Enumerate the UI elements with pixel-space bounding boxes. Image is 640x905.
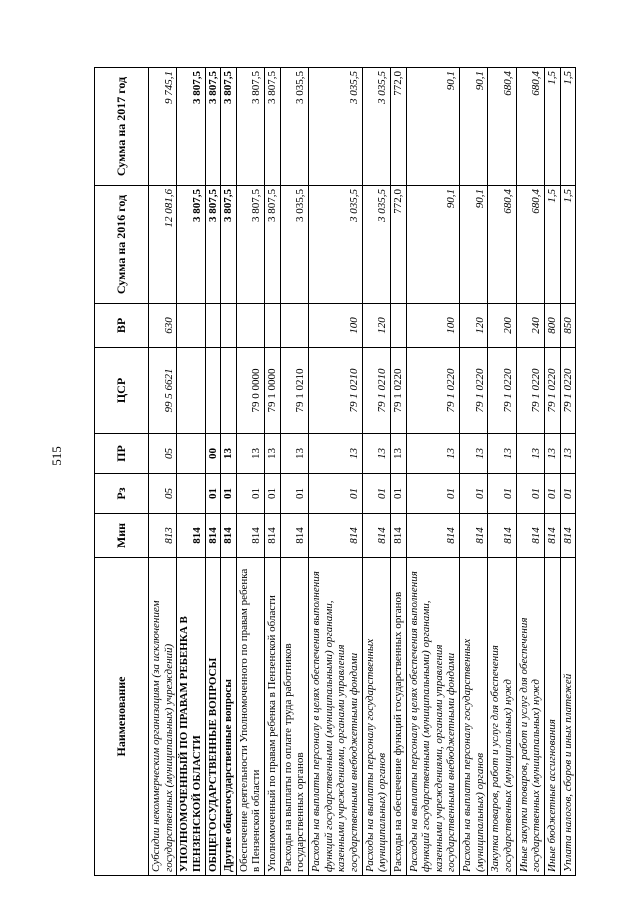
cell-pr: 05: [149, 434, 177, 474]
cell-pr: 13: [265, 434, 281, 474]
cell-sum2016: 1,5: [560, 186, 576, 304]
cell-name: Расходы на выплаты персоналу государственных (муниципальных) органов: [460, 558, 488, 876]
cell-rz: 01: [390, 474, 406, 514]
cell-pr: 13: [488, 434, 516, 474]
cell-min: 814: [544, 514, 560, 558]
header-pr: ПР: [95, 434, 149, 474]
header-sum-2016: Сумма на 2016 год: [95, 186, 149, 304]
cell-csr: [177, 348, 205, 434]
cell-rz: 05: [149, 474, 177, 514]
cell-rz: 01: [544, 474, 560, 514]
cell-min: 814: [516, 514, 544, 558]
cell-sum2017: 3 807,5: [236, 68, 264, 186]
cell-pr: 13: [460, 434, 488, 474]
cell-rz: 01: [221, 474, 237, 514]
cell-sum2016: 90,1: [460, 186, 488, 304]
cell-sum2016: 3 807,5: [265, 186, 281, 304]
cell-sum2016: 3 807,5: [205, 186, 221, 304]
table-row: [221, 68, 237, 876]
cell-vr: 100: [406, 304, 460, 348]
cell-sum2017: 3 035,5: [280, 68, 308, 186]
header-min: Мин: [95, 514, 149, 558]
cell-min: 814: [488, 514, 516, 558]
cell-rz: 01: [460, 474, 488, 514]
table-row: [149, 68, 177, 876]
page-number: 515: [49, 446, 64, 466]
cell-sum2016: 3 807,5: [177, 186, 205, 304]
table-row: [390, 68, 406, 876]
cell-sum2016: 3 035,5: [280, 186, 308, 304]
cell-sum2017: 3 035,5: [362, 68, 390, 186]
cell-sum2016: 772,0: [390, 186, 406, 304]
table-row: [236, 68, 264, 876]
cell-pr: [177, 434, 205, 474]
table-row: [309, 68, 363, 876]
cell-rz: 01: [205, 474, 221, 514]
cell-sum2017: 772,0: [390, 68, 406, 186]
cell-name: УПОЛНОМОЧЕННЫЙ ПО ПРАВАМ РЕБЕНКА В ПЕНЗЕНСКОЙ ОБЛАСТИ: [177, 558, 205, 876]
cell-sum2017: 680,4: [488, 68, 516, 186]
cell-min: 814: [362, 514, 390, 558]
cell-min: 814: [560, 514, 576, 558]
cell-pr: 13: [560, 434, 576, 474]
cell-name: Обеспечение деятельности Уполномоченного по правам ребенка в Пензенской области: [236, 558, 264, 876]
cell-name: ОБЩЕГОСУДАРСТВЕННЫЕ ВОПРОСЫ: [205, 558, 221, 876]
header-name: Наименование: [95, 558, 149, 876]
cell-name: Расходы на выплаты персоналу в целях обеспечения выполнения функций государственными (муниципальными) органами, казенными учреждениями, органами управления государственными внебюджетными фондами: [406, 558, 460, 876]
header-sum-2017: Сумма на 2017 год: [95, 68, 149, 186]
cell-pr: 13: [390, 434, 406, 474]
table-row: [362, 68, 390, 876]
cell-vr: 120: [362, 304, 390, 348]
cell-rz: 01: [560, 474, 576, 514]
cell-sum2017: 1,5: [544, 68, 560, 186]
cell-sum2016: 3 035,5: [309, 186, 363, 304]
table-row: [516, 68, 544, 876]
cell-pr: 00: [205, 434, 221, 474]
cell-pr: 13: [544, 434, 560, 474]
cell-vr: [236, 304, 264, 348]
cell-rz: 01: [362, 474, 390, 514]
cell-vr: 630: [149, 304, 177, 348]
cell-min: 813: [149, 514, 177, 558]
cell-sum2016: 12 081,6: [149, 186, 177, 304]
cell-csr: 79 1 0220: [406, 348, 460, 434]
cell-min: 814: [309, 514, 363, 558]
header-vr: ВР: [95, 304, 149, 348]
cell-csr: 79 1 0220: [390, 348, 406, 434]
cell-sum2017: 90,1: [406, 68, 460, 186]
table-row: [544, 68, 560, 876]
cell-csr: 79 1 0220: [560, 348, 576, 434]
cell-vr: 100: [309, 304, 363, 348]
cell-vr: [221, 304, 237, 348]
cell-min: 814: [205, 514, 221, 558]
cell-csr: 79 1 0220: [544, 348, 560, 434]
table-row: [177, 68, 205, 876]
cell-sum2016: 1,5: [544, 186, 560, 304]
cell-sum2016: 680,4: [516, 186, 544, 304]
cell-csr: 79 1 0210: [362, 348, 390, 434]
cell-csr: [221, 348, 237, 434]
cell-vr: [390, 304, 406, 348]
cell-csr: 79 1 0220: [460, 348, 488, 434]
cell-min: 814: [236, 514, 264, 558]
cell-csr: 99 5 6621: [149, 348, 177, 434]
budget-table: [94, 67, 576, 876]
cell-name: Расходы на выплаты персоналу в целях обеспечения выполнения функций государственными (муниципальными) органами, казенными учреждениями, органами управления государственными внебюджетными фондами: [309, 558, 363, 876]
cell-csr: 79 0 0000: [236, 348, 264, 434]
cell-name: Расходы на выплаты по оплате труда работников государственных органов: [280, 558, 308, 876]
cell-sum2016: 90,1: [406, 186, 460, 304]
cell-sum2017: 3 035,5: [309, 68, 363, 186]
cell-sum2017: 1,5: [560, 68, 576, 186]
cell-name: Другие общегосударственные вопросы: [221, 558, 237, 876]
cell-vr: [177, 304, 205, 348]
cell-pr: 13: [309, 434, 363, 474]
cell-name: Уплата налогов, сборов и иных платежей: [560, 558, 576, 876]
cell-min: 814: [221, 514, 237, 558]
cell-pr: 13: [280, 434, 308, 474]
cell-vr: 850: [560, 304, 576, 348]
cell-pr: 13: [362, 434, 390, 474]
cell-vr: 800: [544, 304, 560, 348]
cell-csr: 79 1 0210: [309, 348, 363, 434]
cell-rz: 01: [280, 474, 308, 514]
table-row: [406, 68, 460, 876]
cell-csr: 79 1 0210: [280, 348, 308, 434]
cell-pr: 13: [516, 434, 544, 474]
table-header-row: [95, 68, 149, 876]
cell-vr: 120: [460, 304, 488, 348]
cell-csr: 79 1 0220: [516, 348, 544, 434]
header-rz: Рз: [95, 474, 149, 514]
cell-sum2017: 3 807,5: [205, 68, 221, 186]
cell-vr: 200: [488, 304, 516, 348]
cell-pr: 13: [236, 434, 264, 474]
cell-rz: 01: [309, 474, 363, 514]
table-body: [149, 68, 576, 876]
cell-csr: 79 1 0220: [488, 348, 516, 434]
cell-name: Иные бюджетные ассигнования: [544, 558, 560, 876]
cell-pr: 13: [406, 434, 460, 474]
table-row: [280, 68, 308, 876]
cell-sum2017: 680,4: [516, 68, 544, 186]
cell-min: 814: [390, 514, 406, 558]
cell-rz: 01: [236, 474, 264, 514]
cell-rz: 01: [406, 474, 460, 514]
header-csr: ЦСР: [95, 348, 149, 434]
cell-name: Расходы на обеспечение функций государственных органов: [390, 558, 406, 876]
cell-sum2017: 3 807,5: [177, 68, 205, 186]
cell-name: Закупка товаров, работ и услуг для обеспечения государственных (муниципальных) нужд: [488, 558, 516, 876]
table-row: [560, 68, 576, 876]
cell-vr: [265, 304, 281, 348]
table-row: [460, 68, 488, 876]
table-row: [205, 68, 221, 876]
cell-min: 814: [265, 514, 281, 558]
cell-pr: 13: [221, 434, 237, 474]
cell-min: 814: [177, 514, 205, 558]
cell-rz: 01: [488, 474, 516, 514]
cell-sum2016: 3 035,5: [362, 186, 390, 304]
cell-csr: 79 1 0000: [265, 348, 281, 434]
cell-vr: [280, 304, 308, 348]
cell-rz: 01: [265, 474, 281, 514]
cell-name: Уполномоченный по правам ребенка в Пензенской области: [265, 558, 281, 876]
rotated-page-content: [94, 68, 575, 876]
cell-vr: [205, 304, 221, 348]
cell-name: Иные закупки товаров, работ и услуг для обеспечения государственных (муниципальных) нужд: [516, 558, 544, 876]
cell-rz: [177, 474, 205, 514]
cell-name: Расходы на выплаты персоналу государственных (муниципальных) органов: [362, 558, 390, 876]
cell-min: 814: [280, 514, 308, 558]
cell-csr: [205, 348, 221, 434]
cell-name: Субсидии некоммерческим организациям (за исключением государственных (муниципальных) учреждений): [149, 558, 177, 876]
cell-min: 814: [406, 514, 460, 558]
cell-sum2017: 3 807,5: [221, 68, 237, 186]
cell-sum2016: 3 807,5: [221, 186, 237, 304]
cell-rz: 01: [516, 474, 544, 514]
cell-sum2017: 9 745,1: [149, 68, 177, 186]
cell-min: 814: [460, 514, 488, 558]
cell-sum2016: 3 807,5: [236, 186, 264, 304]
cell-sum2017: 90,1: [460, 68, 488, 186]
cell-sum2016: 680,4: [488, 186, 516, 304]
cell-vr: 240: [516, 304, 544, 348]
table-row: [265, 68, 281, 876]
table-row: [488, 68, 516, 876]
cell-sum2017: 3 807,5: [265, 68, 281, 186]
